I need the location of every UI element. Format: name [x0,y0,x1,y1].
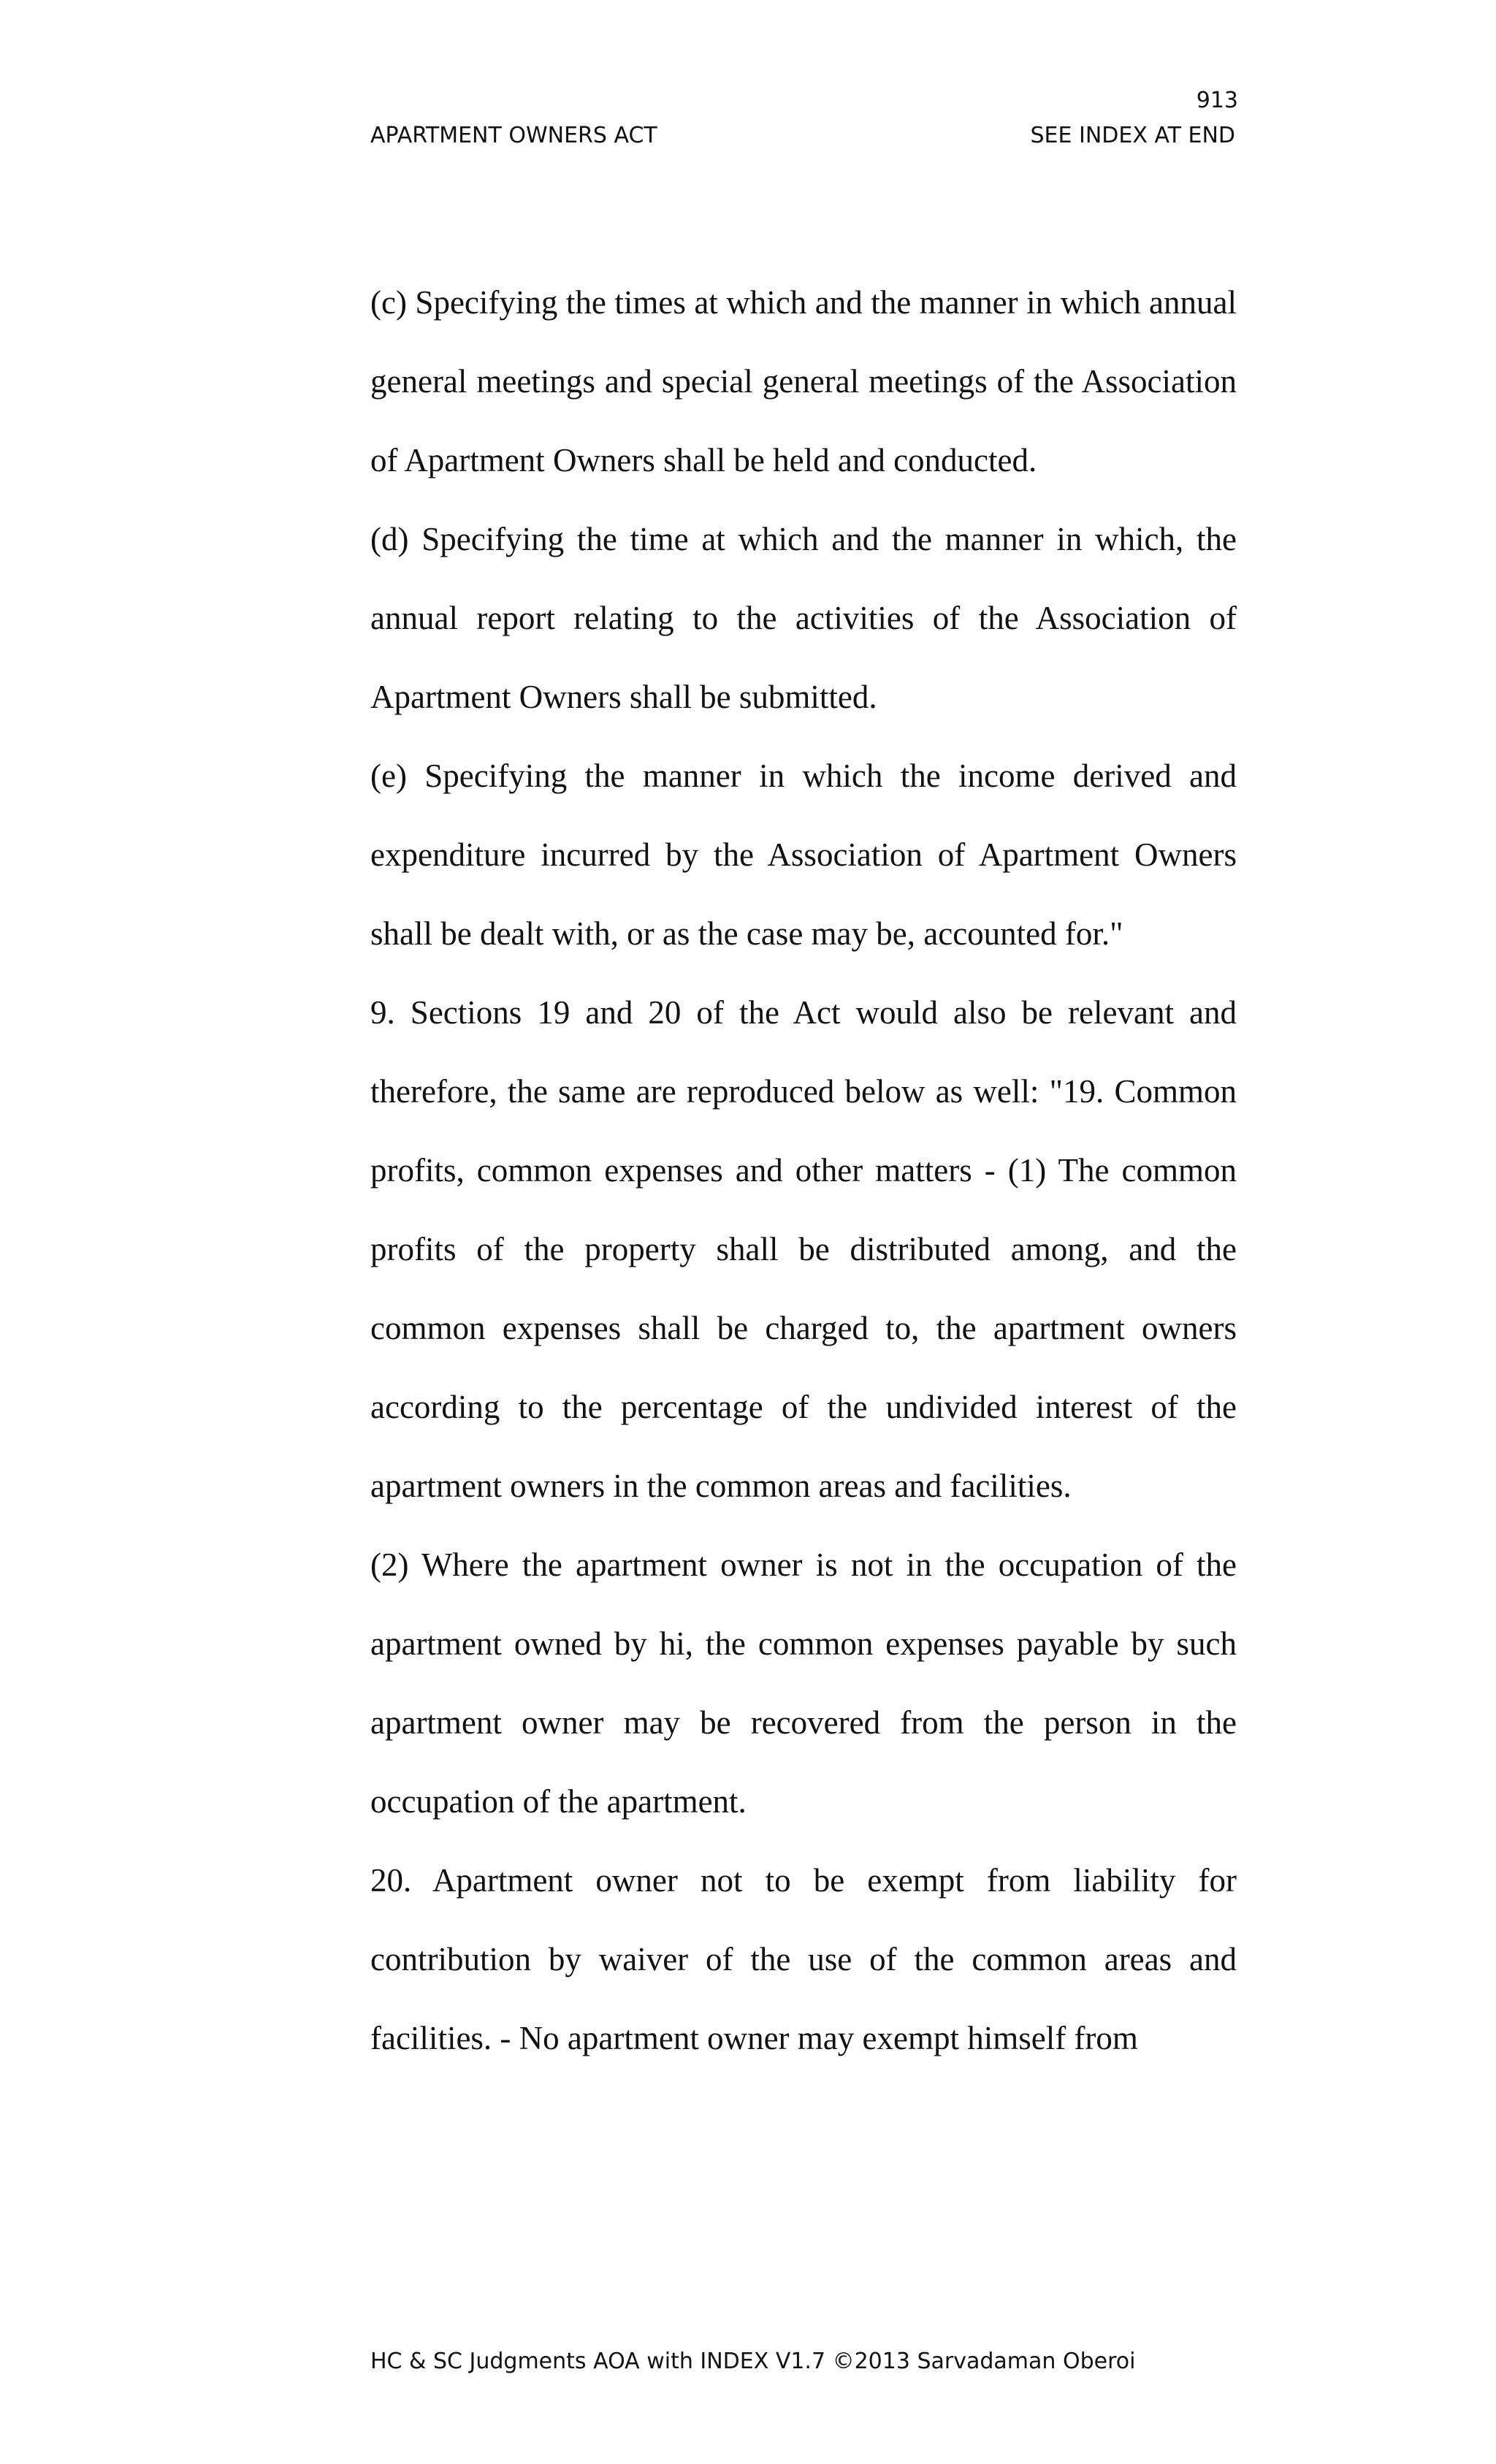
paragraph-clause-d: (d) Specifying the time at which and the manner in which, the annual report relating to the activities of the Association of Apartment Owners shall be submitted. [370,521,1237,715]
paragraph-section-20: 20. Apartment owner not to be exempt from liability for contribution by waiver of the use of the common areas and facilities. - No apartment owner may exempt himself from [370,1862,1237,2056]
paragraph-section-9: 9. Sections 19 and 20 of the Act would also be relevant and therefore, the same are reproduced below as well: "19. Common profits, common expenses and other matters - (1) The common profits of the property shall be distributed among, and the common expenses shall be charged to, the apartment owners according to the percentage of the undivided interest of the apartment owners in the common areas and facilities. [370,994,1237,1504]
running-header-title: APARTMENT OWNERS ACT [370,123,657,148]
paragraph-clause-e: (e) Specifying the manner in which the income derived and expenditure incurred by the Association of Apartment Owners shall be dealt with, or as the case may be, accounted for." [370,758,1237,952]
page-number: 913 [1196,88,1238,113]
running-header-index-note: SEE INDEX AT END [1030,123,1235,148]
page-footer: HC & SC Judgments AOA with INDEX V1.7 ©2013 Sarvadaman Oberoi [370,2349,1136,2374]
document-body [370,263,1237,2078]
paragraph-subsection-2: (2) Where the apartment owner is not in the occupation of the apartment owned by hi, the common expenses payable by such apartment owner may be recovered from the person in the occupation of the apartment. [370,1546,1237,1820]
paragraph-clause-c: (c) Specifying the times at which and the manner in which annual general meetings and special general meetings of the Association of Apartment Owners shall be held and conducted. [370,284,1237,478]
